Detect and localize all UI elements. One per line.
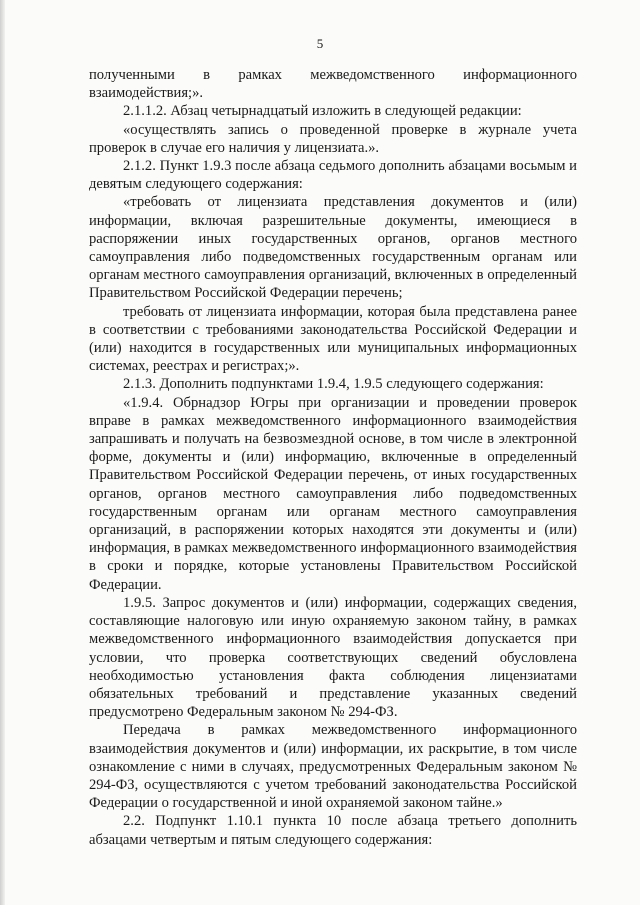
paragraph-2-1-2: 2.1.2. Пункт 1.9.3 после абзаца седьмого дополнить абзацами восьмым и девятым следующего содержания: — [89, 158, 577, 193]
paragraph-require-information: требовать от лицензиата информации, которая была представлена ранее в соответствии с требованиями законодательства Российской Федерации и (или) находится в государственных или муниципальных информационных системах, реестрах и регистрах;». — [89, 303, 577, 375]
paragraph-2-2: 2.2. Подпункт 1.10.1 пункта 10 после абзаца третьего дополнить абзацами четвертым и пятым следующего содержания: — [89, 813, 577, 848]
paragraph-quote-journal: «осуществлять запись о проведенной проверке в журнале учета проверок в случае его наличия у лицензиата.». — [89, 121, 577, 156]
paragraph-1-9-4: «1.9.4. Обрнадзор Югры при организации и проведении проверок вправе в рамках межведомственного информационного взаимодействия запрашивать и получать на безвозмездной основе, в том числе в электронной форме, документы и (или) информацию, включенные в определенный Правительством Российской Федерации перечень, от иных государственных органов, органов местного самоуправления либо подведомственных государственным органам или органам местного самоуправления организаций, в распоряжении которых находятся эти документы и (или) информация, в рамках межведомственного информационного взаимодействия в сроки и порядке, которые установлены Правительством Российской Федерации. — [89, 394, 577, 593]
paragraph-continuation: полученными в рамках межведомственного информационного взаимодействия;». — [89, 67, 577, 102]
paragraph-quote-require-documents: «требовать от лицензиата представления документов и (или) информации, включая разрешительные документы, имеющиеся в распоряжении иных государственных органов, органов местного самоуправления либо подведомственных государственным органам или органам местного самоуправления организаций, включенных в определенный Правительством Российской Федерации перечень; — [89, 194, 577, 302]
paragraph-transfer: Передача в рамках межведомственного информационного взаимодействия документов и (или) информации, их раскрытие, в том числе ознакомление с ними в случаях, предусмотренных Федеральным законом № 294-ФЗ, осуществляются с учетом требований законодательства Российской Федерации о государственной и иной охраняемой законом тайне.» — [89, 722, 577, 812]
page-number: 5 — [316, 36, 324, 51]
paragraph-2-1-3: 2.1.3. Дополнить подпунктами 1.9.4, 1.9.5 следующего содержания: — [123, 376, 544, 393]
page-edge-shadow — [0, 0, 5, 905]
paragraph-1-9-5: 1.9.5. Запрос документов и (или) информации, содержащих сведения, составляющие налоговую или иную охраняемую законом тайну, в рамках межведомственного информационного взаимодействия допускается при условии, что проверка соответствующих сведений обусловлена необходимостью установления факта соблюдения лицензиатами обязательных требований и представление указанных сведений предусмотрено Федеральным законом № 294-ФЗ. — [89, 594, 577, 721]
paragraph-2-1-1-2: 2.1.1.2. Абзац четырнадцатый изложить в следующей редакции: — [123, 103, 522, 120]
document-body — [89, 66, 577, 849]
